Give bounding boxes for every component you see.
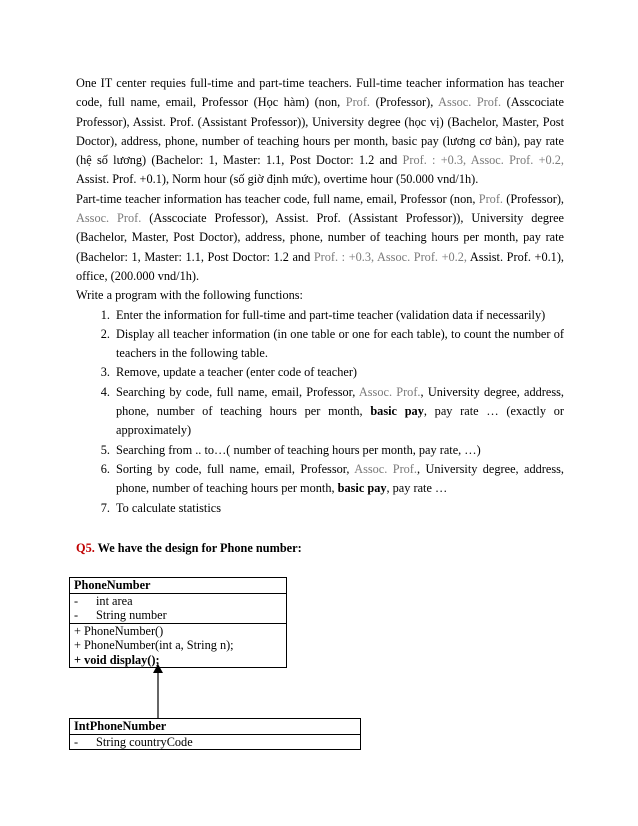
list-item: 1. Enter the information for full-time and part-time teacher (validation data if necessarily) bbox=[113, 306, 564, 325]
inheritance-arrow bbox=[150, 664, 166, 720]
document-body bbox=[76, 74, 564, 518]
class-attributes: - int area - String number bbox=[70, 593, 287, 623]
list-item: 5. Searching from .. to…( number of teaching hours per month, pay rate, …) bbox=[113, 441, 564, 460]
class-name: IntPhoneNumber bbox=[70, 719, 361, 735]
phone-number-class-box bbox=[69, 577, 287, 668]
question-heading: Q5. We have the design for Phone number: bbox=[76, 541, 302, 555]
int-phone-number-class-box bbox=[69, 718, 361, 750]
paragraph-part-time: Part-time teacher information has teacher code, full name, email, Professor (non, Prof. (Professor), Assoc. Prof. (Asscociate Professor), Assist. Prof. (Assistant Professor)), University degree (Bachelor, Master, Post Doctor), address, phone, number of teaching hours per month, pay rate (Bachelor: 1, Master: 1.1, Post Doctor: 1.2 and Prof. : +0.3, Assoc. Prof. +0.2, Assist. Prof. +0.1), office, (200.000 vnd/1h). bbox=[76, 191, 564, 283]
list-item: 4. Searching by code, full name, email, Professor, Assoc. Prof., University degree, address, phone, number of teaching hours per month, basic pay, pay rate … (exactly or approximately) bbox=[113, 383, 564, 441]
arrow-head bbox=[153, 664, 163, 673]
list-item: 3. Remove, update a teacher (enter code of teacher) bbox=[113, 363, 564, 382]
functions-intro: Write a program with the following functions: bbox=[76, 288, 303, 303]
list-item: 6. Sorting by code, full name, email, Professor, Assoc. Prof., University degree, address, phone, number of teaching hours per month, basic pay, pay rate … bbox=[113, 460, 564, 499]
class-name: PhoneNumber bbox=[70, 578, 287, 594]
list-item: 2. Display all teacher information (in one table or one for each table), to count the number of teachers in the following table. bbox=[113, 325, 564, 364]
functions-list bbox=[76, 306, 564, 518]
class-attributes: - String countryCode bbox=[70, 734, 361, 750]
paragraph-full-time: One IT center requies full-time and part-time teachers. Full-time teacher information has teacher code, full name, email, Professor (Học hàm) (non, Prof. (Professor), Assoc. Prof. (Asscociate Professor), Assist. Prof. (Assistant Professor)), University degree (học vị) (Bachelor, Master, Post Doctor), address, phone, number of teaching hours per month, basic pay (lương cơ bản), pay rate (hệ số lương) (Bachelor: 1, Master: 1.1, Post Doctor: 1.2 and Prof. : +0.3, Assoc. Prof. +0.2, Assist. Prof. +0.1), Norm hour (số giờ định mức), overtime hour (50.000 vnd/1h). bbox=[76, 76, 565, 187]
class-methods: + PhoneNumber() + PhoneNumber(int a, String n); + void display(); bbox=[70, 623, 287, 668]
list-item: 7. To calculate statistics bbox=[113, 499, 564, 518]
